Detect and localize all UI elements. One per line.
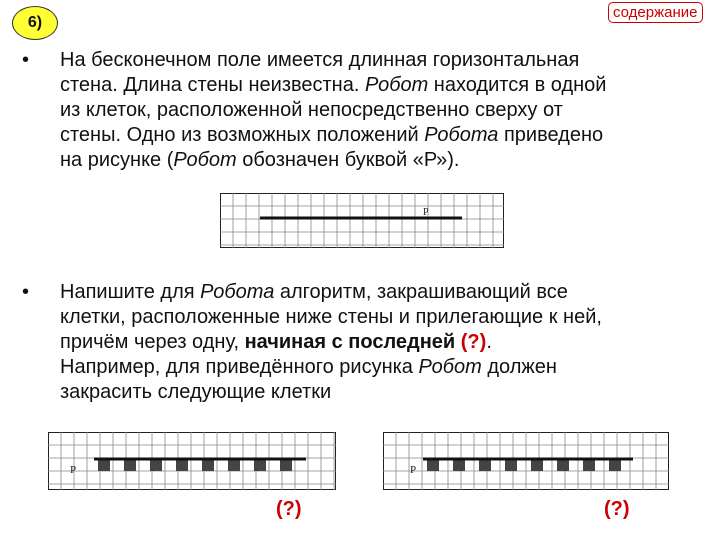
task-line-5: закрасить следующие клетки <box>60 381 332 403</box>
painted-cell <box>505 460 517 471</box>
figure-painted-right <box>383 432 669 490</box>
painted-cell <box>557 460 569 471</box>
painted-cell <box>176 460 188 471</box>
problem-line-3: из клеток, расположенной непосредственно сверху от <box>60 99 563 121</box>
painted-cell <box>228 460 240 471</box>
problem-line-2: стена. Длина стены неизвестна. Робот находится в одной <box>60 74 607 96</box>
caption-right: (?) <box>604 498 630 520</box>
painted-cell <box>479 460 491 471</box>
figure-painted-left <box>48 432 336 490</box>
painted-cell <box>98 460 110 471</box>
bullet: • <box>22 49 30 71</box>
painted-cell <box>531 460 543 471</box>
contents-link[interactable]: содержание <box>608 2 703 23</box>
task-line-3: причём через одну, начиная с последней (?). <box>60 331 492 353</box>
painted-cell <box>124 460 136 471</box>
painted-cell <box>202 460 214 471</box>
painted-cell <box>150 460 162 471</box>
figure-wall-grid <box>220 193 504 248</box>
task-line-1: Напишите для Робота алгоритм, закрашивающий все <box>60 281 568 303</box>
painted-cell <box>427 460 439 471</box>
caption-left: (?) <box>276 498 302 520</box>
painted-cell <box>254 460 266 471</box>
problem-line-5: на рисунке (Робот обозначен буквой «Р»). <box>60 149 460 171</box>
problem-line-1: На бесконечном поле имеется длинная горизонтальная <box>60 49 580 71</box>
painted-cell <box>453 460 465 471</box>
bullet: • <box>22 281 30 303</box>
problem-line-4: стены. Одно из возможных положений Робота приведено <box>60 124 604 146</box>
task-line-2: клетки, расположенные ниже стены и прилегающие к ней, <box>60 306 602 328</box>
slide-number-badge: 6) <box>12 6 58 40</box>
task-line-4: Например, для приведённого рисунка Робот должен <box>60 356 557 378</box>
painted-cell <box>583 460 595 471</box>
robot-letter: P <box>70 464 77 476</box>
painted-cell <box>280 460 292 471</box>
robot-letter: P <box>423 207 429 218</box>
robot-letter: P <box>410 464 417 476</box>
painted-cell <box>609 460 621 471</box>
